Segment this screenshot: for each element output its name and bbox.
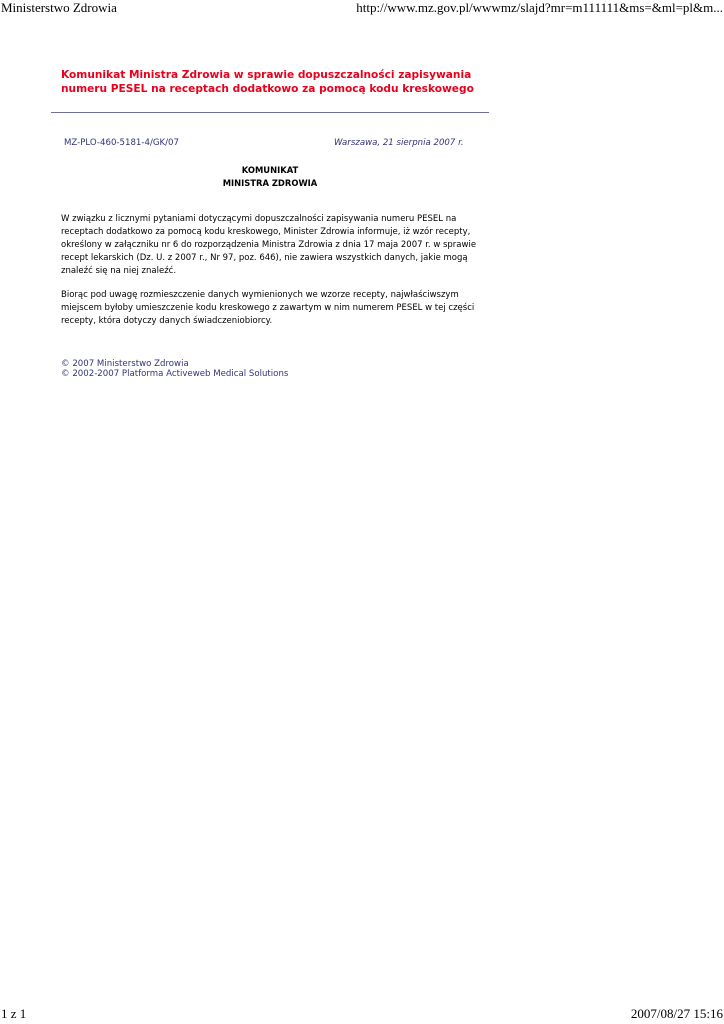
print-footer-page-count: 1 z 1 (1, 1006, 27, 1021)
document-title-line: numeru PESEL na receptach dodatkowo za pomocą kodu kreskowego (61, 82, 474, 95)
paragraph-line: miejscem byłoby umieszczenie kodu kreskowego z zawartym w nim numerem PESEL w tej części (61, 303, 475, 313)
paragraph-line: określony w załączniku nr 6 do rozporządzenia Ministra Zdrowia z dnia 17 maja 2007 r. w sprawie (61, 240, 477, 250)
document-title (61, 69, 481, 96)
document-date: Warszawa, 21 sierpnia 2007 r. (334, 138, 464, 148)
paragraph-line: recepty, która dotyczy danych świadczeniobiorcy. (61, 316, 273, 326)
paragraph-line: W związku z licznymi pytaniami dotyczącymi dopuszczalności zapisywania numeru PESEL na (61, 214, 457, 224)
document-title-line: Komunikat Ministra Zdrowia w sprawie dopuszczalności zapisywania (61, 69, 472, 81)
print-header-url: http://www.mz.gov.pl/wwwmz/slajd?mr=m111111&ms=&ml=pl&m... (356, 0, 723, 15)
title-divider (51, 112, 489, 113)
paragraph-line: Biorąc pod uwagę rozmieszczenie danych wymienionych we wzorze recepty, najwłaściwszym (61, 290, 459, 300)
paragraph-line: znaleźć się na niej znaleźć. (61, 266, 177, 276)
body-paragraph-1 (61, 213, 491, 278)
copyright-ministry: © 2007 Ministerstwo Zdrowia (61, 359, 189, 369)
body-paragraph-2 (61, 289, 491, 328)
paragraph-line: recept lekarskich (Dz. U. z 2007 r., Nr 97, poz. 646), nie zawiera wszystkich danych, jakie mogą (61, 253, 468, 263)
print-header-site-name: Ministerstwo Zdrowia (1, 0, 117, 15)
copyright-platform: © 2002-2007 Platforma Activeweb Medical Solutions (61, 369, 289, 379)
paragraph-line: receptach dodatkowo za pomocą kodu kreskowego, Minister Zdrowia informuje, iż wzór recepty, (61, 227, 471, 237)
print-footer-timestamp: 2007/08/27 15:16 (630, 1006, 723, 1021)
announcement-heading: KOMUNIKAT (241, 165, 299, 175)
document-reference-number: MZ-PLO-460-5181-4/GK/07 (64, 138, 179, 148)
announcement-heading-subtitle: MINISTRA ZDROWIA (222, 178, 318, 188)
